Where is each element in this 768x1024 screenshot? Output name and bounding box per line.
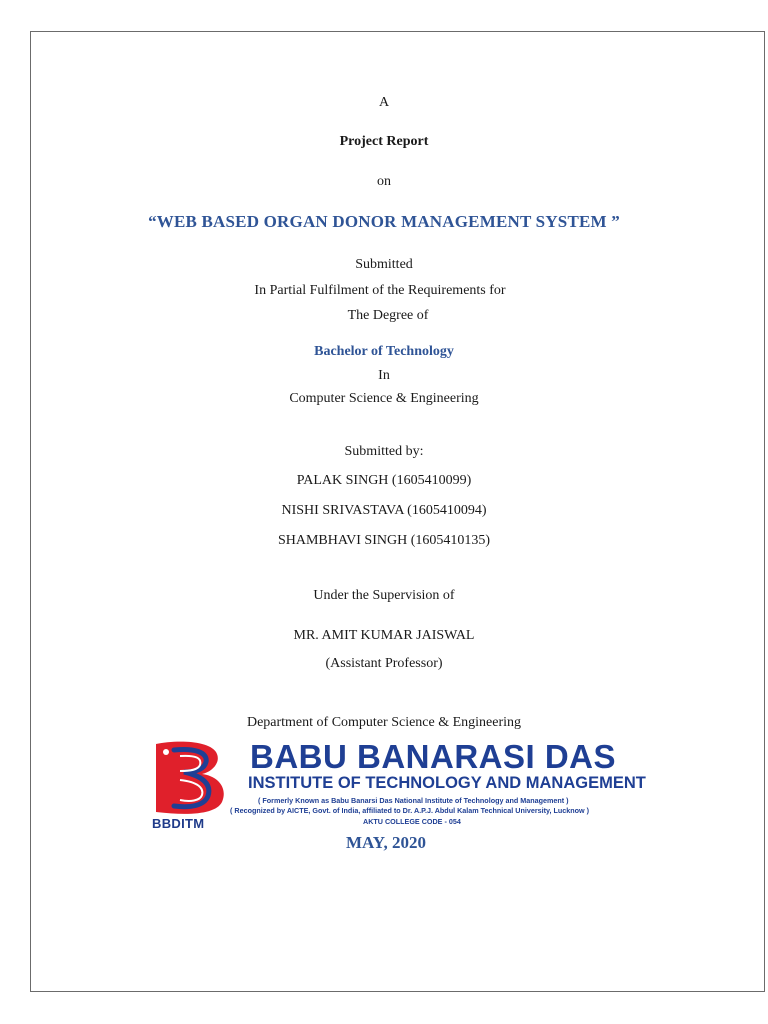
institute-logo [150,738,690,830]
institute-subtitle: INSTITUTE OF TECHNOLOGY AND MANAGEMENT [248,774,646,792]
department-name: Department of Computer Science & Engineering [246,715,522,730]
branch-name: Computer Science & Engineering [289,391,479,406]
in-text: In [378,368,390,383]
supervisor-name: MR. AMIT KUMAR JAISWAL [293,628,475,643]
student-2: NISHI SRIVASTAVA (1605410094) [281,503,487,518]
bbditm-abbreviation: BBDITM [152,816,205,831]
student-3: SHAMBHAVI SINGH (1605410135) [277,533,491,548]
submitted-text: Submitted [355,257,413,272]
degree-name: Bachelor of Technology [314,344,454,359]
article-a: A [378,95,390,110]
institute-formerly: ( Formerly Known as Babu Banarsi Das National Institute of Technology and Management ) [258,796,569,805]
supervisor-role: (Assistant Professor) [325,656,443,671]
report-type: Project Report [339,134,429,149]
submitted-by-label: Submitted by: [344,444,424,459]
partial-fulfilment-text: In Partial Fulfilment of the Requirements for [254,283,506,298]
institute-name: BABU BANARASI DAS [250,738,617,775]
on-text: on [377,174,391,189]
report-date: MAY, 2020 [346,833,426,852]
degree-of-text: The Degree of [347,308,429,323]
supervision-label: Under the Supervision of [313,588,455,603]
project-title: “WEB BASED ORGAN DONOR MANAGEMENT SYSTEM ” [148,212,620,231]
college-code: AKTU COLLEGE CODE - 054 [363,817,461,826]
institute-recognition: ( Recognized by AICTE, Govt. of India, affiliated to Dr. A.P.J. Abdul Kalam Technical University, Lucknow ) [230,806,590,815]
student-1: PALAK SINGH (1605410099) [296,473,472,488]
bbditm-emblem-icon [150,738,230,816]
